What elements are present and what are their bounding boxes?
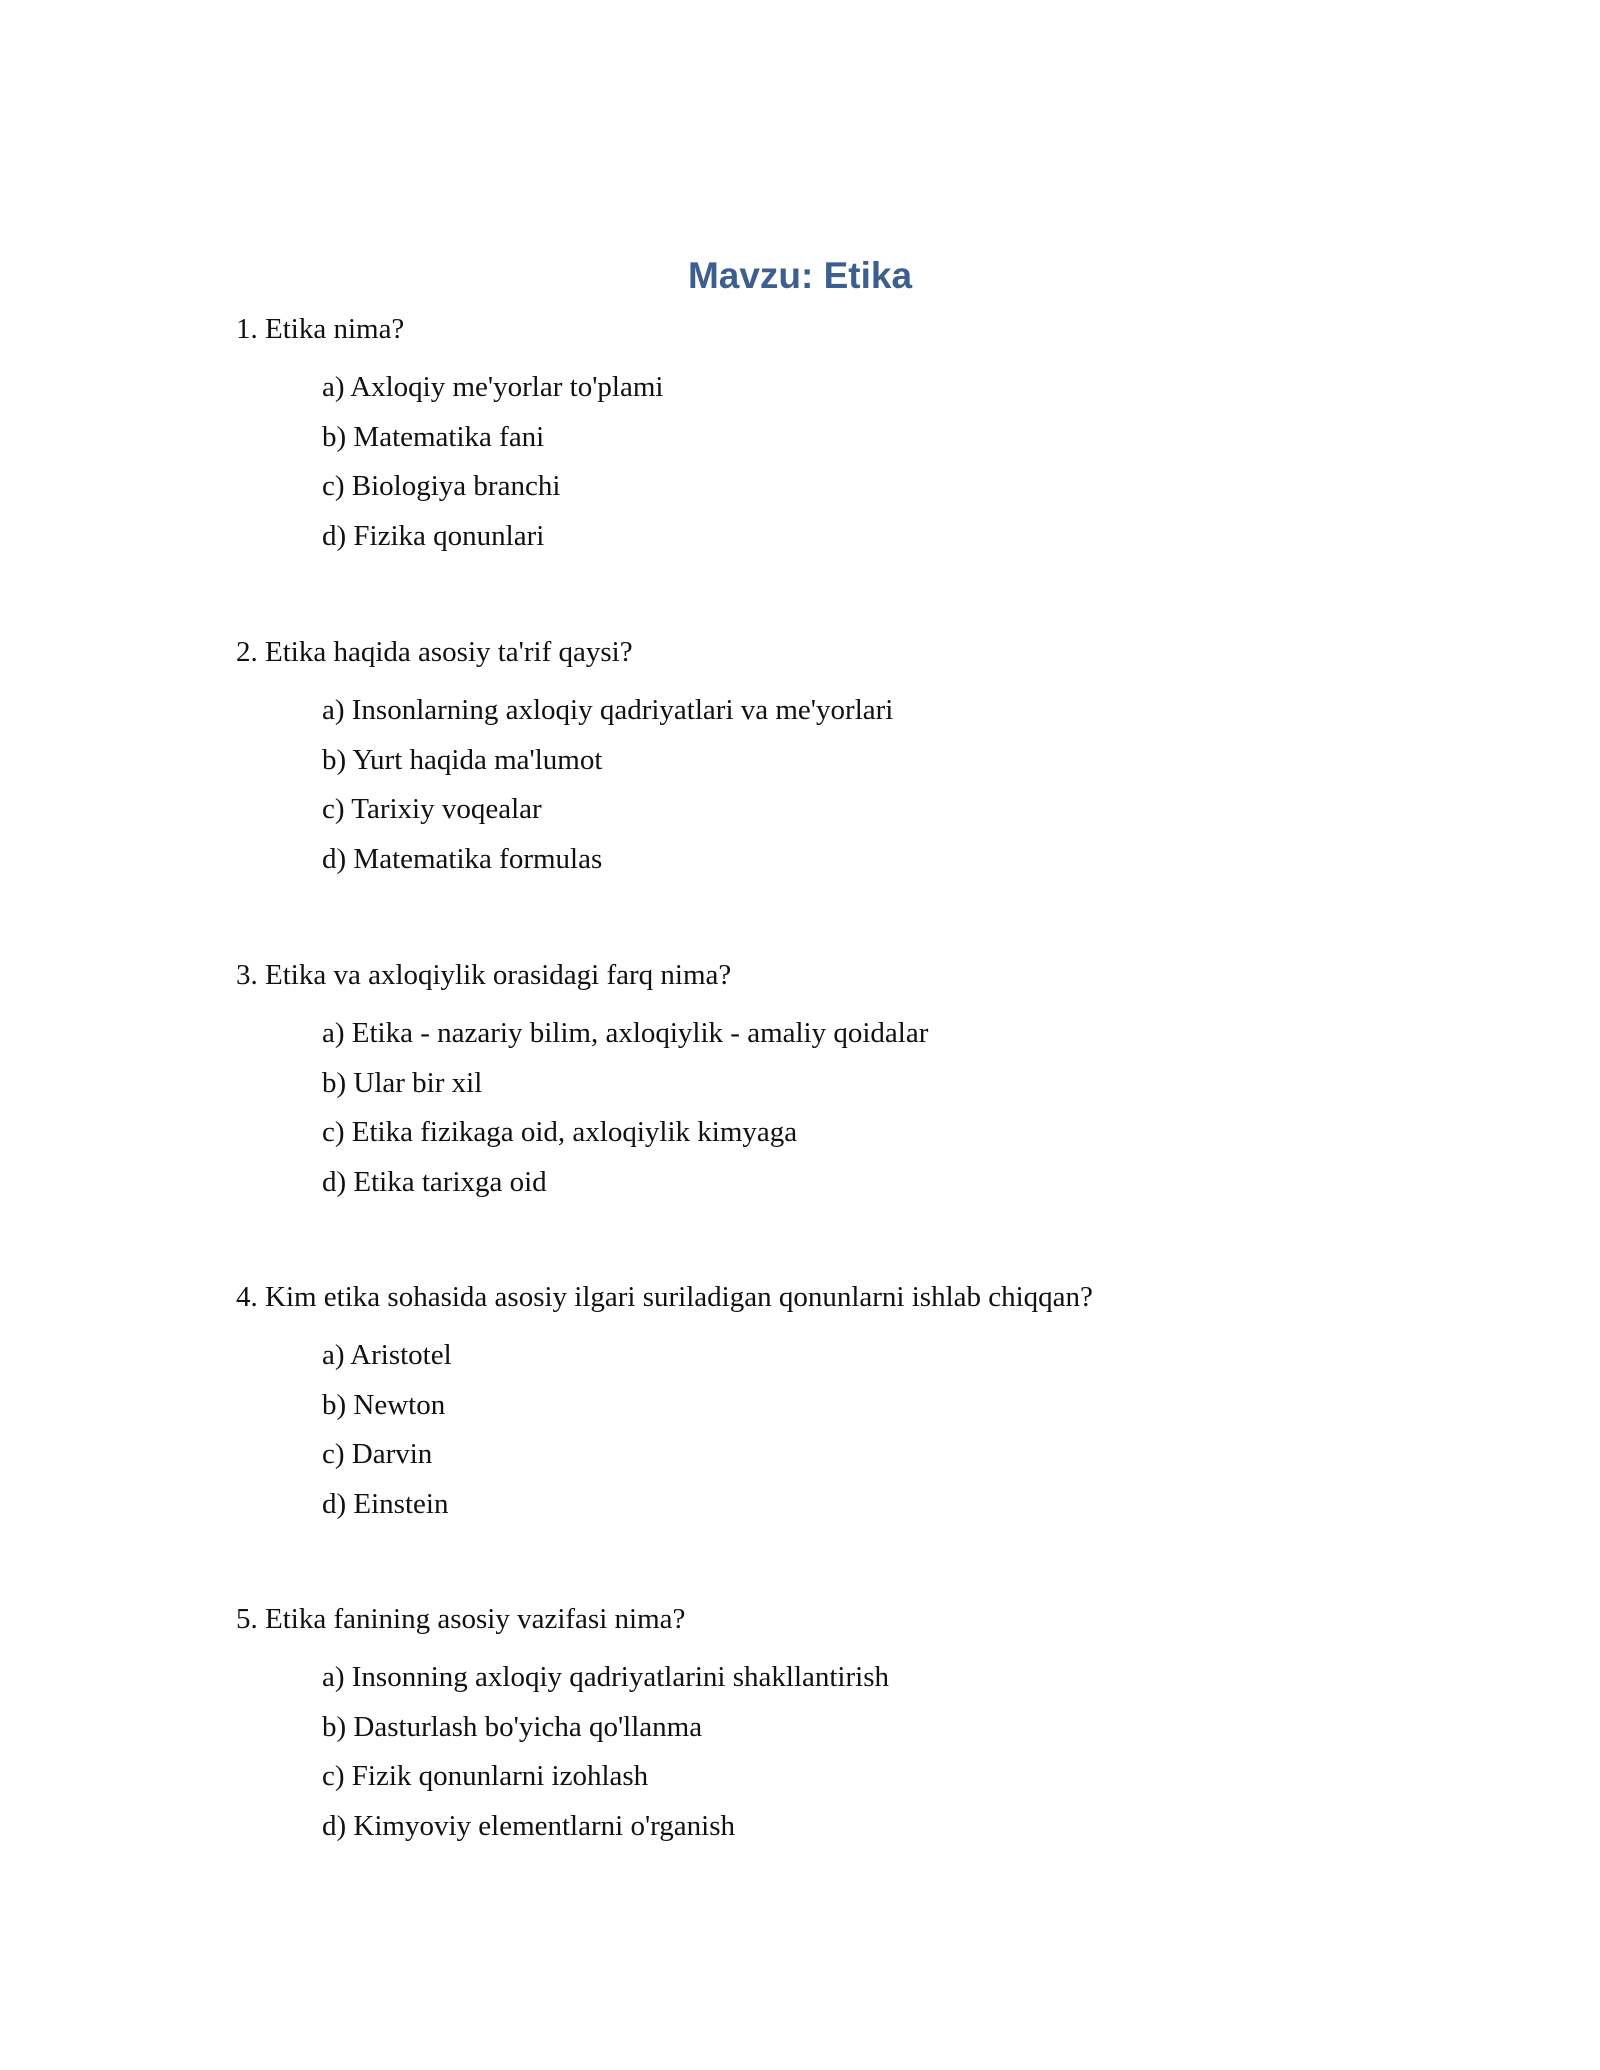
answer-options	[322, 1337, 1436, 1522]
answer-option-d: d) Fizika qonunlari	[322, 519, 545, 552]
answer-option-b: b) Matematika fani	[322, 420, 545, 453]
answer-option-a: a) Etika - nazariy bilim, axloqiylik - amaliy qoidalar	[322, 1017, 929, 1049]
answer-option-d: d) Etika tarixga oid	[322, 1165, 547, 1198]
answer-option-c: c) Tarixiy voqealar	[322, 793, 542, 825]
question-2	[236, 634, 1436, 890]
question-text: 5. Etika fanining asosiy vazifasi nima?	[236, 1603, 686, 1635]
answer-options	[322, 1015, 1436, 1200]
answer-options	[322, 692, 1436, 877]
answer-option-a: a) Axloqiy me'yorlar to'plami	[322, 371, 664, 403]
answer-option-b: b) Yurt haqida ma'lumot	[322, 743, 603, 776]
answer-option-b: b) Ular bir xil	[322, 1066, 483, 1099]
answer-option-a: a) Insonlarning axloqiy qadriyatlari va me'yorlari	[322, 694, 894, 726]
question-text: 3. Etika va axloqiylik orasidagi farq nima?	[236, 959, 732, 991]
question-3	[236, 957, 1436, 1213]
page-title: Mavzu: Etika	[687, 255, 913, 296]
question-text: 1. Etika nima?	[236, 313, 405, 345]
answer-option-b: b) Dasturlash bo'yicha qo'llanma	[322, 1710, 703, 1743]
answer-option-c: c) Etika fizikaga oid, axloqiylik kimyaga	[322, 1116, 798, 1148]
answer-options	[322, 369, 1436, 554]
answer-option-a: a) Aristotel	[322, 1339, 452, 1371]
question-4	[236, 1279, 1436, 1535]
question-text: 4. Kim etika sohasida asosiy ilgari suriladigan qonunlarni ishlab chiqqan?	[236, 1281, 1093, 1313]
answer-options	[322, 1659, 1436, 1844]
answer-option-d: d) Kimyoviy elementlarni o'rganish	[322, 1809, 736, 1842]
answer-option-c: c) Biologiya branchi	[322, 470, 561, 502]
answer-option-d: d) Einstein	[322, 1487, 449, 1520]
question-text: 2. Etika haqida asosiy ta'rif qaysi?	[236, 636, 633, 668]
answer-option-b: b) Newton	[322, 1388, 446, 1421]
answer-option-a: a) Insonning axloqiy qadriyatlarini shakllantirish	[322, 1661, 889, 1693]
question-5	[236, 1601, 1436, 1857]
answer-option-d: d) Matematika formulas	[322, 842, 603, 875]
question-1	[236, 311, 1436, 567]
answer-option-c: c) Darvin	[322, 1438, 433, 1470]
answer-option-c: c) Fizik qonunlarni izohlash	[322, 1760, 649, 1792]
